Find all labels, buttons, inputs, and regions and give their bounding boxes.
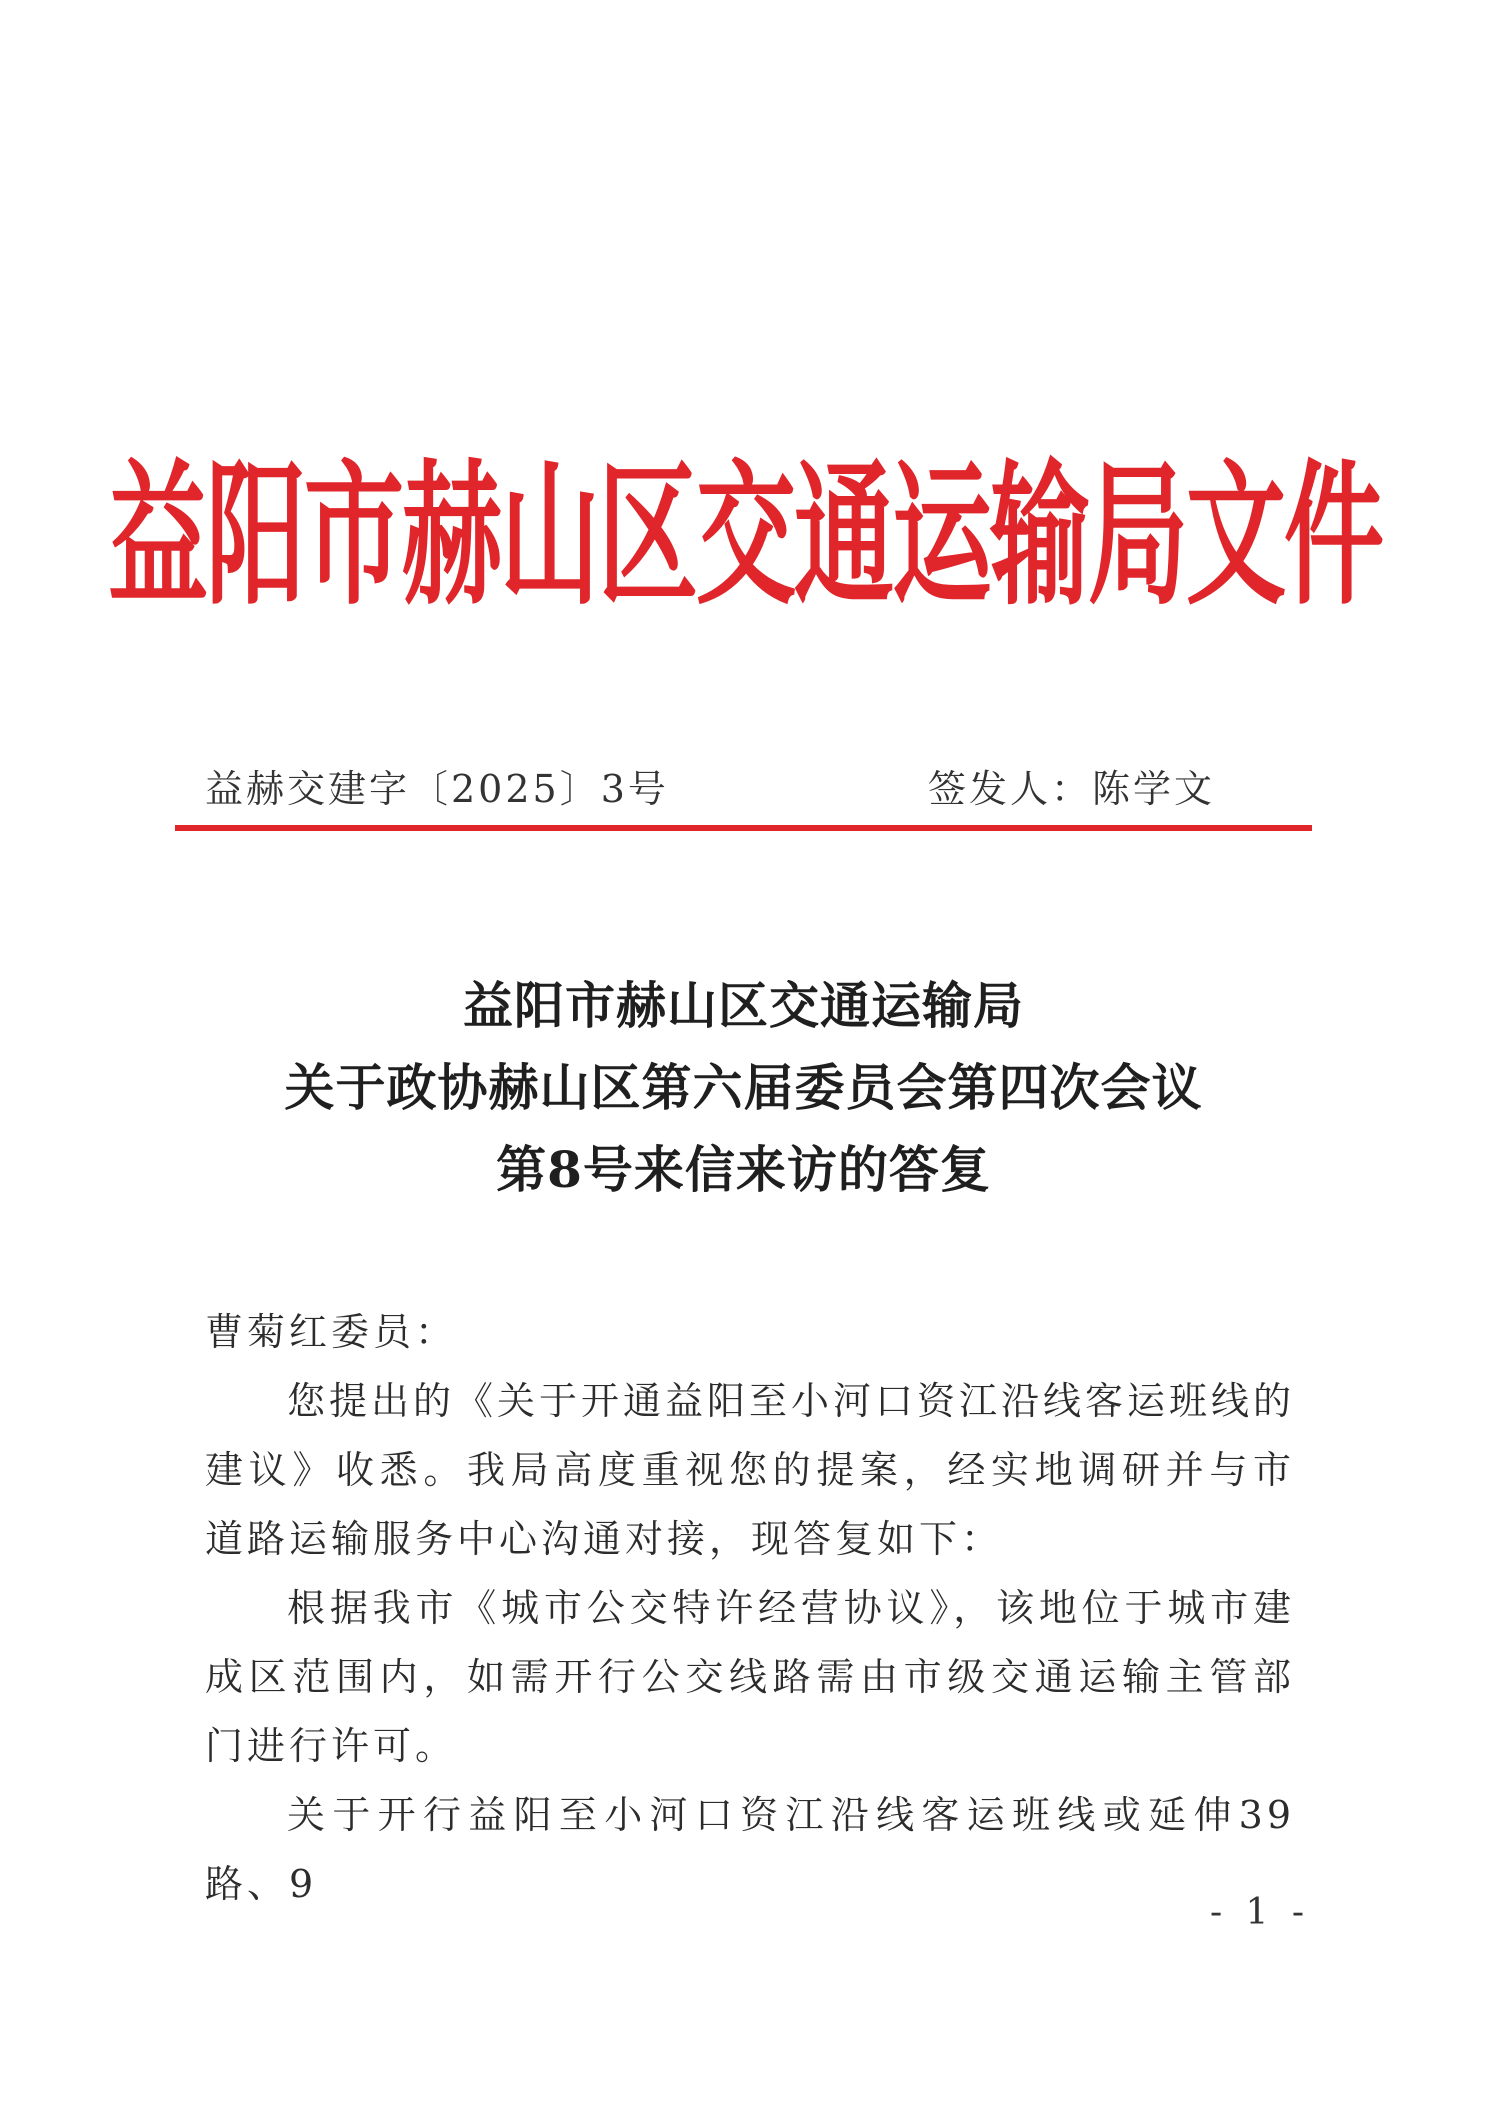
title-line-1: 益阳市赫山区交通运输局 — [463, 976, 1024, 1035]
document-meta-row — [205, 760, 1215, 810]
paragraph-2: 根据我市《城市公交特许经营协议》，该地位于城市建成区范围内，如需开行公交线路需由市级交通运输主管部门进行许可。 — [205, 1586, 1295, 1768]
document-title — [150, 965, 1337, 1211]
signer: 签发人：陈学文 — [927, 766, 1215, 811]
salutation: 曹菊红委员： — [205, 1310, 458, 1354]
title-line-2: 关于政协赫山区第六届委员会第四次会议 — [284, 1058, 1203, 1117]
paragraph-3: 关于开行益阳至小河口资江沿线客运班线或延伸39路、9 — [205, 1793, 1295, 1906]
document-body — [205, 1298, 1295, 1919]
page-number: - 1 - — [1209, 1892, 1311, 1933]
title-line-3: 第8号来信来访的答复 — [496, 1140, 991, 1199]
paragraph-1: 您提出的《关于开通益阳至小河口资江沿线客运班线的建议》收悉。我局高度重视您的提案，经实地调研并与市道路运输服务中心沟通对接，现答复如下： — [205, 1379, 1296, 1561]
masthead-title: 益阳市赫山区交通运输局文件 — [108, 443, 1382, 627]
document-number: 益赫交建字〔2025〕3号 — [205, 766, 669, 811]
red-divider-line — [175, 825, 1312, 831]
